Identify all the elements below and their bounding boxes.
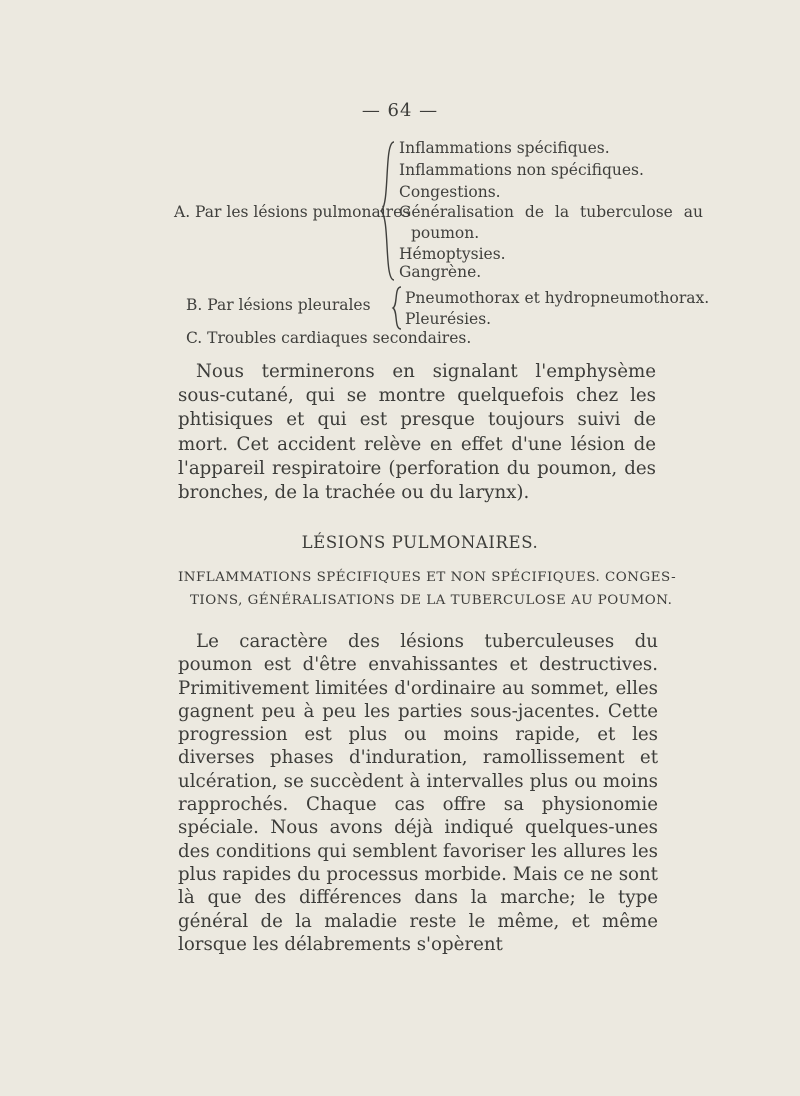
outline-group-label-a: A. Par les lésions pulmonaires xyxy=(174,203,411,221)
page-number: — 64 — xyxy=(361,100,439,121)
subheading: INFLAMMATIONS SPÉCIFIQUES ET NON SPÉCIFIQUES. CONGES- xyxy=(178,570,677,585)
subheading: TIONS, GÉNÉRALISATIONS DE LA TUBERCULOSE AU POUMON. xyxy=(190,593,673,608)
outline-item: Généralisation de la tuberculose au xyxy=(399,203,703,221)
outline-item: Gangrène. xyxy=(399,263,482,281)
left-brace-icon xyxy=(378,140,398,282)
section-heading: LÉSIONS PULMONAIRES. xyxy=(301,533,539,552)
outline-item: Congestions. xyxy=(399,183,501,201)
outline-item: Inflammations non spécifiques. xyxy=(399,161,644,179)
outline-group-label-b: B. Par lésions pleurales xyxy=(186,296,371,314)
outline-item: Hémoptysies. xyxy=(399,245,506,263)
body-paragraph: Nous terminerons en signalant l'emphysème sous-cutané, qui se montre quelquefois chez les phtisiques et qui est presque toujours suivi de mort. Cet accident relève en effet d'une lésion de l'appareil respiratoire (perforation du poumon, des bronches, de la trachée ou du larynx). xyxy=(178,361,656,504)
outline-group-label-c: C. Troubles cardiaques secondaires. xyxy=(186,329,472,347)
outline-item: Pleurésies. xyxy=(405,310,492,328)
outline-item: poumon. xyxy=(411,224,480,242)
outline-item: Pneumothorax et hydropneumothorax. xyxy=(405,289,710,307)
left-brace-icon xyxy=(390,285,404,331)
outline-item: Inflammations spécifiques. xyxy=(399,139,610,157)
body-paragraph: Le caractère des lésions tuberculeuses du poumon est d'être envahissantes et destructives. Primitivement limitées d'ordinaire au sommet, elles gagnent peu à peu les parties sous-jacentes. Cette progression est plus ou moins rapide, et les diverses phases d'induration, ramollissement et ulcération, se succèdent à intervalles plus ou moins rapprochés. Chaque cas offre sa physionomie spéciale. Nous avons déjà indiqué quelques-unes des conditions qui semblent favoriser les allures les plus rapides du processus morbide. Mais ce ne sont là que des différences dans la marche; le type général de la maladie reste le même, et même lorsque les délabrements s'opèrent xyxy=(178,631,658,955)
